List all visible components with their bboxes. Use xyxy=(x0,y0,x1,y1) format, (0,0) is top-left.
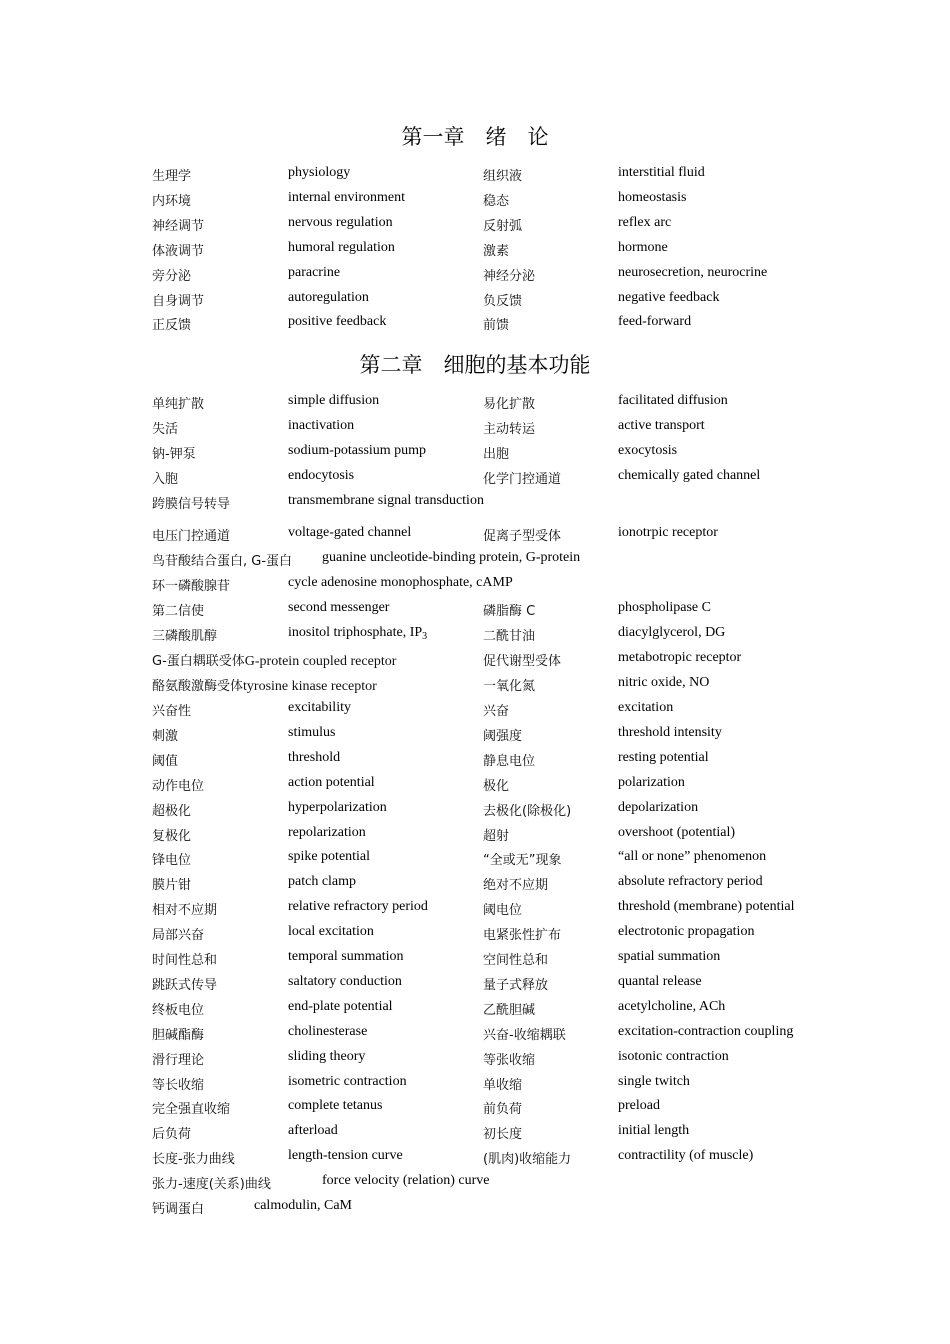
term-en: hyperpolarization xyxy=(288,799,387,815)
term-zh: 自身调节 xyxy=(152,293,205,309)
term-en: end-plate potential xyxy=(288,998,393,1014)
term-en: endocytosis xyxy=(288,468,355,483)
term-en: phospholipase C xyxy=(618,600,711,615)
glossary-row xyxy=(0,924,950,946)
term-en: guanine uncleotide-binding protein, G-protein xyxy=(322,550,581,565)
term-zh: 环一磷酸腺苷 xyxy=(152,579,231,594)
term-en: stimulus xyxy=(288,724,336,740)
term-zh: 磷脂酶 C xyxy=(483,604,536,619)
term-en: acetylcholine, ACh xyxy=(618,998,726,1014)
term-zh: 神经分泌 xyxy=(483,268,536,284)
term-zh: 长度-张力曲线 xyxy=(152,1152,235,1168)
term-zh: 入胞 xyxy=(152,472,179,487)
glossary-row xyxy=(0,1049,950,1071)
term-zh: 单收缩 xyxy=(483,1077,523,1093)
term-zh: 量子式释放 xyxy=(483,977,549,993)
term-zh: 跳跃式传导 xyxy=(152,977,218,993)
term-zh: 膜片钳 xyxy=(152,878,192,894)
term-en: homeostasis xyxy=(618,189,687,205)
term-zh: 后负荷 xyxy=(152,1127,192,1143)
term-en: contractility (of muscle) xyxy=(618,1148,754,1164)
chapter-1-title: 第一章 绪 论 xyxy=(401,125,549,149)
term-en: initial length xyxy=(618,1123,690,1139)
term-zh: 鸟苷酸结合蛋白, G-蛋白 xyxy=(152,554,293,569)
glossary-row xyxy=(0,1024,950,1046)
term-zh: 酪氨酸激酶受体tyrosine kinase receptor xyxy=(152,679,377,694)
term-zh: 等张收缩 xyxy=(483,1052,536,1068)
term-en: isotonic contraction xyxy=(618,1048,729,1064)
glossary-row xyxy=(0,493,950,515)
term-en: nervous regulation xyxy=(288,214,393,230)
term-zh: 钙调蛋白 xyxy=(152,1202,205,1217)
term-zh: G-蛋白耦联受体G-protein coupled receptor xyxy=(152,654,397,669)
term-en: negative feedback xyxy=(618,289,720,305)
term-en: chemically gated channel xyxy=(618,468,761,483)
term-zh: 完全强直收缩 xyxy=(152,1102,231,1118)
glossary-row xyxy=(0,165,950,187)
term-zh: 滑行理论 xyxy=(152,1052,205,1068)
term-zh: 旁分泌 xyxy=(152,268,192,284)
term-en: threshold (membrane) potential xyxy=(618,899,795,915)
term-zh: 相对不应期 xyxy=(152,903,218,919)
term-zh: 阈强度 xyxy=(483,728,523,744)
glossary-row xyxy=(0,1098,950,1120)
term-zh: 张力-速度(关系)曲线 xyxy=(152,1177,271,1192)
term-zh: 体液调节 xyxy=(152,243,205,259)
glossary-row xyxy=(0,190,950,212)
term-en: nitric oxide, NO xyxy=(618,675,710,690)
term-en: excitation-contraction coupling xyxy=(618,1023,794,1039)
glossary-row xyxy=(0,874,950,896)
term-zh: 电压门控通道 xyxy=(152,529,231,544)
term-en: autoregulation xyxy=(288,289,369,305)
term-zh: 乙酰胆碱 xyxy=(483,1002,536,1018)
term-zh: 复极化 xyxy=(152,828,192,844)
term-en: polarization xyxy=(618,774,685,790)
term-zh: 锋电位 xyxy=(152,853,192,869)
term-en: single twitch xyxy=(618,1073,690,1089)
term-en: sliding theory xyxy=(288,1048,366,1064)
term-en: action potential xyxy=(288,774,375,790)
glossary-row xyxy=(0,825,950,847)
term-en: saltatory conduction xyxy=(288,973,402,989)
term-en: “all or none” phenomenon xyxy=(618,849,767,865)
glossary-row xyxy=(0,949,950,971)
term-zh: 极化 xyxy=(483,778,510,794)
term-zh: 初长度 xyxy=(483,1127,523,1143)
glossary-row xyxy=(0,314,950,336)
glossary-row xyxy=(0,700,950,722)
term-en: metabotropic receptor xyxy=(618,650,742,665)
glossary-row xyxy=(0,290,950,312)
term-zh: “全或无”现象 xyxy=(483,853,562,869)
glossary-row xyxy=(0,1173,950,1195)
term-zh: 三磷酸肌醇 xyxy=(152,629,218,644)
term-zh: 组织液 xyxy=(483,169,523,184)
term-zh: 促离子型受体 xyxy=(483,529,562,544)
term-en: afterload xyxy=(288,1123,338,1139)
term-en: repolarization xyxy=(288,824,366,840)
term-en: quantal release xyxy=(618,973,702,989)
term-en: feed-forward xyxy=(618,314,692,330)
term-en: excitation xyxy=(618,700,674,715)
term-en: neurosecretion, neurocrine xyxy=(618,264,768,280)
term-zh: 电紧张性扩布 xyxy=(483,928,562,944)
term-zh: 空间性总和 xyxy=(483,953,549,968)
term-zh: 兴奋 xyxy=(483,704,510,719)
term-zh: 激素 xyxy=(483,243,510,259)
term-zh: 去极化(除极化) xyxy=(483,803,572,819)
glossary-row xyxy=(0,625,950,647)
term-zh: 超射 xyxy=(483,828,510,844)
term-zh: 神经调节 xyxy=(152,218,205,234)
term-en: patch clamp xyxy=(288,874,357,890)
term-en: relative refractory period xyxy=(288,899,428,915)
term-en: reflex arc xyxy=(618,214,672,230)
term-en: inactivation xyxy=(288,418,355,433)
term-en: internal environment xyxy=(288,189,406,205)
term-en: absolute refractory period xyxy=(618,874,763,890)
term-en: depolarization xyxy=(618,799,699,815)
term-zh: 稳态 xyxy=(483,193,510,209)
term-en: overshoot (potential) xyxy=(618,824,736,840)
term-zh: 化学门控通道 xyxy=(483,472,562,487)
term-en: positive feedback xyxy=(288,314,387,330)
term-zh: 兴奋性 xyxy=(152,704,192,719)
term-en: spatial summation xyxy=(618,949,721,964)
term-zh: 终板电位 xyxy=(152,1002,205,1018)
term-en: facilitated diffusion xyxy=(618,393,728,408)
term-zh: (肌肉)收缩能力 xyxy=(483,1152,572,1168)
term-en: simple diffusion xyxy=(288,393,380,408)
term-zh: 失活 xyxy=(152,422,179,437)
term-en: active transport xyxy=(618,418,705,433)
term-en: local excitation xyxy=(288,924,374,940)
term-zh: 兴奋-收缩耦联 xyxy=(483,1027,566,1043)
term-zh: 动作电位 xyxy=(152,778,205,794)
glossary-row xyxy=(0,468,950,490)
term-en: paracrine xyxy=(288,264,341,280)
term-zh: 等长收缩 xyxy=(152,1077,205,1093)
glossary-row xyxy=(0,240,950,262)
term-en: interstitial fluid xyxy=(618,165,705,180)
term-en: excitability xyxy=(288,700,351,715)
term-en: complete tetanus xyxy=(288,1098,383,1114)
glossary-row xyxy=(0,974,950,996)
glossary-row xyxy=(0,525,950,547)
glossary-row xyxy=(0,418,950,440)
term-zh: 钠-钾泵 xyxy=(152,447,196,462)
term-zh: 负反馈 xyxy=(483,293,523,309)
term-zh: 阈电位 xyxy=(483,903,523,919)
term-zh: 静息电位 xyxy=(483,753,536,769)
term-zh: 主动转运 xyxy=(483,422,536,437)
glossary-row xyxy=(0,575,950,597)
term-zh: 正反馈 xyxy=(152,318,192,334)
term-en: transmembrane signal transduction xyxy=(288,493,484,508)
term-en: temporal summation xyxy=(288,949,404,964)
glossary-row xyxy=(0,1198,950,1220)
term-en: voltage-gated channel xyxy=(288,525,412,540)
term-zh: 促代谢型受体 xyxy=(483,654,562,669)
glossary-row xyxy=(0,899,950,921)
glossary-row xyxy=(0,1074,950,1096)
term-en: spike potential xyxy=(288,849,371,865)
term-en: inositol triphosphate, $IP_3$ xyxy=(288,625,428,642)
glossary-row xyxy=(0,750,950,772)
term-en: sodium-potassium pump xyxy=(288,443,427,458)
term-zh: 前馈 xyxy=(483,318,510,334)
chapter-2-title: 第二章 细胞的基本功能 xyxy=(359,353,591,377)
term-zh: 生理学 xyxy=(152,169,192,184)
glossary-row xyxy=(0,725,950,747)
term-en: resting potential xyxy=(618,749,709,765)
term-zh: 时间性总和 xyxy=(152,953,218,968)
term-zh: 超极化 xyxy=(152,803,192,819)
term-en: length-tension curve xyxy=(288,1148,403,1164)
term-zh: 内环境 xyxy=(152,193,192,209)
term-en: diacylglycerol, DG xyxy=(618,625,726,640)
term-zh: 跨膜信号转导 xyxy=(152,497,231,512)
term-en: force velocity (relation) curve xyxy=(322,1173,490,1188)
term-en: calmodulin, CaM xyxy=(254,1198,352,1213)
term-zh: 出胞 xyxy=(483,447,510,462)
glossary-row xyxy=(0,999,950,1021)
term-zh: 局部兴奋 xyxy=(152,928,205,944)
term-en: isometric contraction xyxy=(288,1073,407,1089)
term-zh: 易化扩散 xyxy=(483,397,536,412)
glossary-row xyxy=(0,800,950,822)
term-en: physiology xyxy=(288,165,351,180)
term-en: humoral regulation xyxy=(288,239,395,255)
term-zh: 阈值 xyxy=(152,753,179,769)
glossary-row xyxy=(0,215,950,237)
glossary-row xyxy=(0,550,950,572)
glossary-row xyxy=(0,443,950,465)
term-zh: 反射弧 xyxy=(483,218,523,234)
term-zh: 胆碱酯酶 xyxy=(152,1027,205,1043)
glossary-row xyxy=(0,775,950,797)
glossary-row xyxy=(0,1148,950,1170)
term-en: second messenger xyxy=(288,600,390,615)
term-en: electrotonic propagation xyxy=(618,924,755,940)
term-zh: 二酰甘油 xyxy=(483,629,536,644)
glossary-row xyxy=(0,675,950,697)
term-zh: 单纯扩散 xyxy=(152,397,205,412)
glossary-row xyxy=(0,393,950,415)
glossary-row xyxy=(0,600,950,622)
term-en: exocytosis xyxy=(618,443,678,458)
glossary-row xyxy=(0,650,950,672)
glossary-row xyxy=(0,265,950,287)
term-en: cycle adenosine monophosphate, cAMP xyxy=(288,575,513,590)
term-zh: 刺激 xyxy=(152,728,179,744)
term-zh: 一氧化氮 xyxy=(483,679,536,694)
term-en: threshold intensity xyxy=(618,724,722,740)
term-zh: 第二信使 xyxy=(152,604,205,619)
term-zh: 绝对不应期 xyxy=(483,878,549,894)
term-en: preload xyxy=(618,1098,660,1114)
term-en: threshold xyxy=(288,749,341,765)
glossary-row xyxy=(0,849,950,871)
term-en: cholinesterase xyxy=(288,1023,368,1039)
glossary-row xyxy=(0,1123,950,1145)
term-en: ionotrpic receptor xyxy=(618,525,718,540)
term-en: hormone xyxy=(618,239,668,255)
term-zh: 前负荷 xyxy=(483,1102,523,1118)
